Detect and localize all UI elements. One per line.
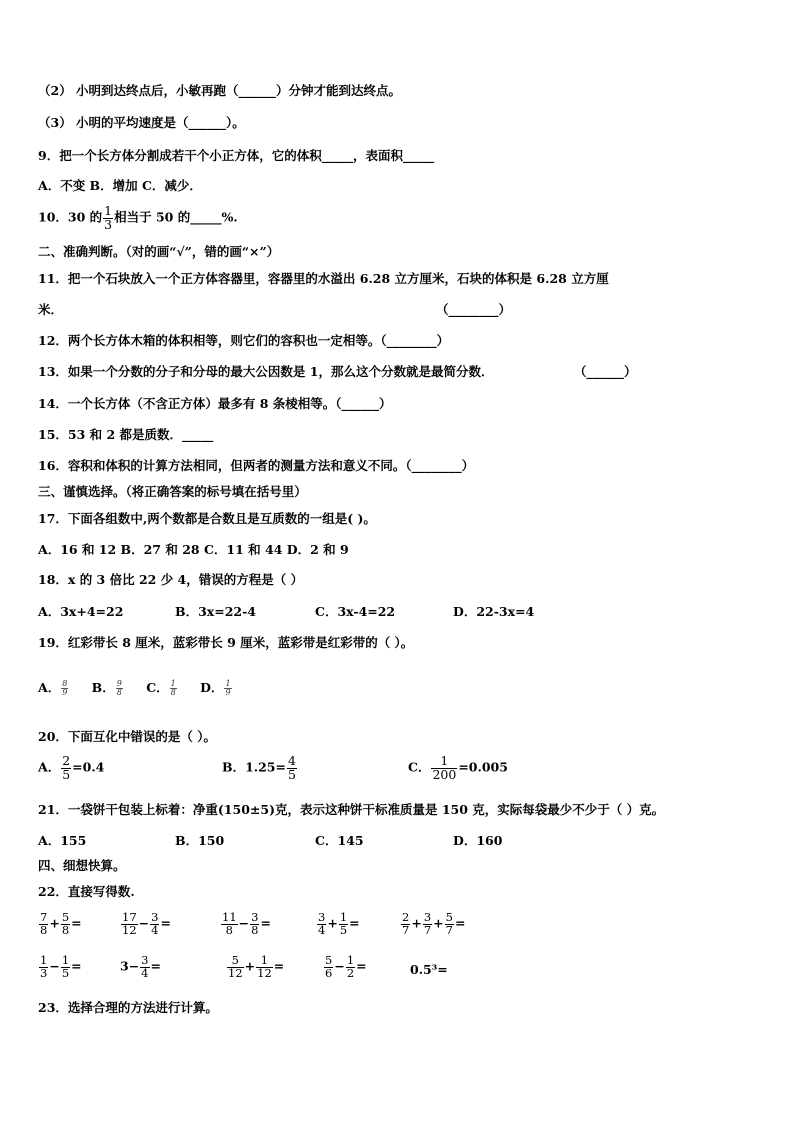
q13-text: 13．如果一个分数的分子和分母的最大公因数是 1，那么这个分数就是最简分数． <box>38 364 494 379</box>
q22-expr-3: $\frac{11}{8}$ − $\frac{3}{8}$ = <box>222 910 271 937</box>
q13-blank: （______） <box>574 364 637 379</box>
q10-pre: 10．30 的 <box>38 209 103 225</box>
q11-line1: 11．把一个石块放入一个正方体容器里，容器里的水溢出 6.28 立方厘米，石块的体积是 6.28 立方厘 <box>38 271 609 286</box>
q18-option-c: C．3x-4=22 <box>315 604 396 619</box>
q22-expr-7: 3− $\frac{3}{4}$ = <box>120 953 161 980</box>
q8-part3: （3） 小明的平均速度是（______）。 <box>38 115 245 130</box>
q10-post: 相当于 50 的_____%. <box>114 209 238 225</box>
q22-expr-10: 0.5³= <box>410 962 448 977</box>
q12: 12．两个长方体木箱的体积相等，则它们的容积也一定相等。（________） <box>38 333 450 348</box>
section2-title: 二、准确判断。（对的画“√”，错的画“×”） <box>38 244 280 259</box>
q17-options: A．16 和 12 B．27 和 28 C．11 和 44 D．2 和 9 <box>38 542 349 557</box>
q22-stem: 22．直接写得数. <box>38 884 135 899</box>
q18-option-b: B．3x=22-4 <box>175 604 256 619</box>
q20-option-b: B．1.25= $\frac{4}{5}$ <box>222 753 296 782</box>
q19-option-d: D． $\frac{1}{9}$ <box>200 679 231 697</box>
q17-stem: 17．下面各组数中,两个数都是合数且是互质数的一组是( )。 <box>38 511 376 526</box>
q19-options <box>38 680 233 697</box>
q19-stem: 19．红彩带长 8 厘米，蓝彩带长 9 厘米，蓝彩带是红彩带的（ ）。 <box>38 635 414 650</box>
q22-expr-5: $\frac{2}{7}$ + $\frac{3}{7}$ + $\frac{5}{7}$ = <box>402 910 466 937</box>
q19-option-a: A． $\frac{8}{9}$ <box>38 679 68 697</box>
q21-option-d: D．160 <box>453 833 503 848</box>
q20-stem: 20．下面互化中错误的是（ ）。 <box>38 729 216 744</box>
q8-part2: （2） 小明到达终点后，小敏再跑（______）分钟才能到达终点。 <box>38 83 402 98</box>
q18-option-a: A．3x+4=22 <box>38 604 124 619</box>
q15: 15．53 和 2 都是质数．_____ <box>38 427 214 442</box>
q9-stem: 9．把一个长方体分割成若干个小正方体，它的体积_____，表面积_____ <box>38 148 435 163</box>
q21-option-b: B．150 <box>175 833 225 848</box>
q22-expr-8: $\frac{5}{12}$ + $\frac{1}{12}$ = <box>228 953 285 980</box>
q22-expr-9: $\frac{5}{6}$ − $\frac{1}{2}$ = <box>325 953 367 980</box>
q20-option-c: C． $\frac{1}{200}$ =0.005 <box>408 753 508 782</box>
q19-option-b: B． $\frac{9}{8}$ <box>91 679 122 697</box>
q18-stem: 18．x 的 3 倍比 22 少 4，错误的方程是（ ） <box>38 572 304 587</box>
q21-stem: 21．一袋饼干包装上标着：净重(150±5)克，表示这种饼干标准质量是 150 克，实际每袋最少不少于（ ）克。 <box>38 802 665 817</box>
q22-expr-1: $\frac{7}{8}$ + $\frac{5}{8}$ = <box>40 910 82 937</box>
q10-fraction: $\frac{1}{3}$ <box>104 203 113 232</box>
section3-title: 三、谨慎选择。（将正确答案的标号填在括号里） <box>38 484 307 499</box>
q18-option-d: D．22-3x=4 <box>453 604 535 619</box>
q10 <box>38 205 238 231</box>
q21-option-a: A．155 <box>38 833 87 848</box>
q11-blank: （________） <box>436 302 512 317</box>
section4-title: 四、细想快算。 <box>38 858 126 873</box>
q20-option-a: A． $\frac{2}{5}$ =0.4 <box>38 753 105 782</box>
q11-line2: 米． <box>38 302 64 317</box>
q19-option-c: C． $\frac{1}{8}$ <box>146 679 176 697</box>
q22-expr-6: $\frac{1}{3}$ − $\frac{1}{5}$ = <box>40 953 82 980</box>
q21-option-c: C．145 <box>315 833 364 848</box>
q22-expr-2: $\frac{17}{12}$ − $\frac{3}{4}$ = <box>122 910 171 937</box>
q14: 14．一个长方体（不含正方体）最多有 8 条棱相等。（______） <box>38 396 392 411</box>
q9-options: A．不变 B．增加 C．减少． <box>38 178 202 193</box>
q23: 23．选择合理的方法进行计算。 <box>38 1000 218 1015</box>
q22-expr-4: $\frac{3}{4}$ + $\frac{1}{5}$ = <box>318 910 360 937</box>
q16: 16．容积和体积的计算方法相同，但两者的测量方法和意义不同。（________） <box>38 458 475 473</box>
